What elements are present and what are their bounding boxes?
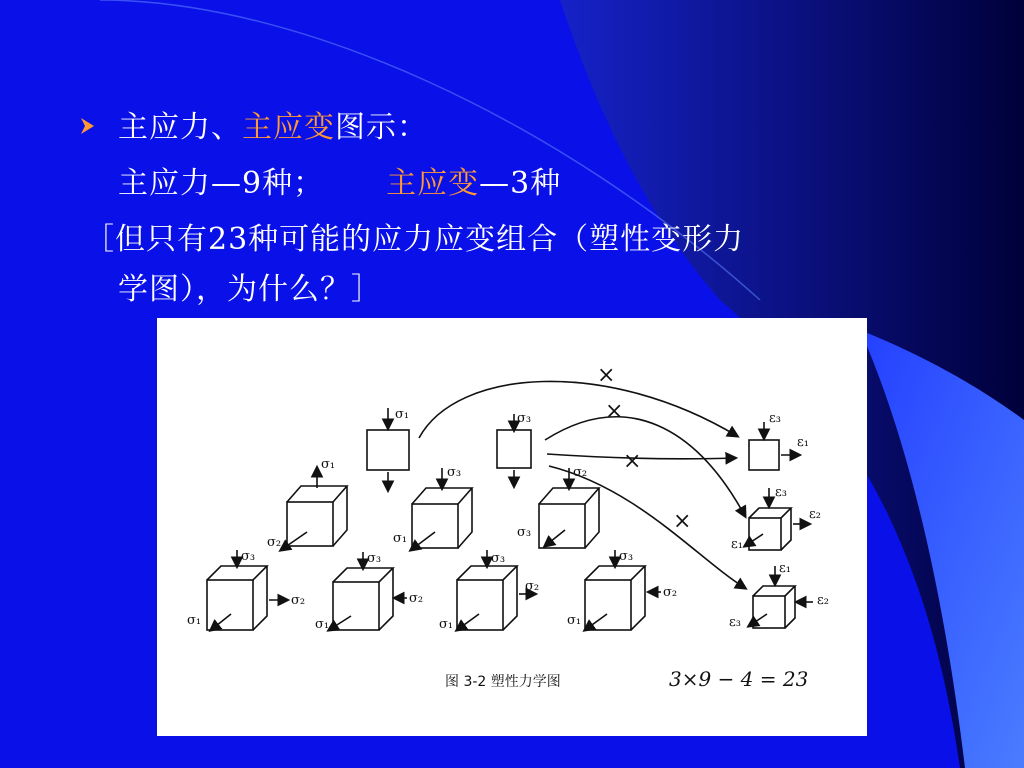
bullet-line-2 (118, 166, 561, 202)
cross-4: × (673, 509, 692, 534)
line2-part3: —3种 (479, 166, 562, 201)
line1-accent: 主应变 (242, 110, 335, 145)
line2-accent: 主应变 (386, 166, 480, 201)
svg-text:ε₁: ε₁ (731, 537, 743, 552)
question-line-1: ［但只有23种可能的应力应变组合（塑性变形力 (84, 222, 745, 257)
svg-text:σ₃: σ₃ (619, 549, 634, 564)
figure-caption: 图 3-2 塑性力学图 (445, 674, 561, 690)
svg-text:σ₃: σ₃ (517, 525, 532, 540)
strain-square (749, 422, 799, 470)
svg-text:σ₃: σ₃ (447, 465, 462, 480)
cube-mid-2 (411, 468, 472, 550)
svg-text:σ₂: σ₂ (525, 579, 540, 594)
svg-text:σ₃: σ₃ (367, 551, 382, 566)
svg-text:ε₃: ε₃ (729, 615, 741, 630)
svg-text:σ₁: σ₁ (187, 613, 202, 628)
label-s1-a: σ₁ (395, 407, 410, 422)
svg-text:ε₂: ε₂ (817, 593, 829, 608)
svg-text:ε₃: ε₃ (769, 411, 781, 426)
bullet-line-1 (118, 110, 428, 146)
line1-part3: 图示： (335, 110, 428, 145)
svg-text:σ₁: σ₁ (567, 613, 582, 628)
line2-part1: 主应力—9种； (118, 166, 325, 201)
svg-text:σ₃: σ₃ (241, 549, 256, 564)
svg-text:σ₁: σ₁ (439, 617, 454, 632)
svg-text:σ₁: σ₁ (315, 617, 330, 632)
svg-text:σ₂: σ₂ (291, 593, 306, 608)
svg-text:σ₂: σ₂ (573, 465, 588, 480)
svg-text:ε₁: ε₁ (779, 561, 791, 576)
cube-mid-1 (281, 468, 347, 550)
cross-3: × (623, 449, 642, 474)
svg-text:σ₂: σ₂ (663, 585, 678, 600)
svg-text:σ₂: σ₂ (409, 591, 424, 606)
question-line-2: 学图），为什么？］ (118, 272, 382, 307)
svg-text:σ₁: σ₁ (393, 531, 408, 546)
line1-part1: 主应力、 (118, 110, 242, 145)
cross-2: × (605, 399, 624, 424)
svg-text:σ₃: σ₃ (491, 551, 506, 566)
svg-text:ε₂: ε₂ (809, 507, 821, 522)
plastic-mechanics-diagram (157, 318, 867, 736)
arrow-bullet-icon (78, 114, 98, 138)
formula: 3×9 − 4 = 23 (669, 667, 809, 691)
svg-text:ε₁: ε₁ (797, 435, 809, 450)
svg-text:σ₂: σ₂ (267, 535, 282, 550)
cross-1: × (597, 363, 616, 388)
svg-text:ε₃: ε₃ (775, 485, 787, 500)
label-s3-a: σ₃ (517, 411, 532, 426)
svg-text:σ₁: σ₁ (321, 457, 336, 472)
